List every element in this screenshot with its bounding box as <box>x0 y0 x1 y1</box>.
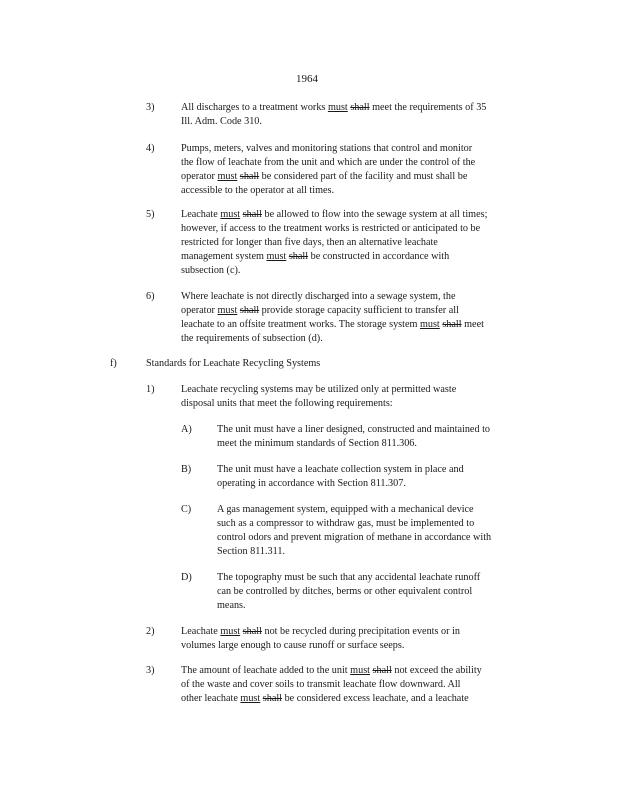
item-text <box>181 625 537 653</box>
item-text <box>181 290 537 346</box>
item-label: C) <box>181 504 192 515</box>
text-line: Ill. Adm. Code 310. <box>181 116 262 127</box>
item-label: 6) <box>146 291 155 302</box>
text-line: meet the minimum standards of Section 811.306. <box>217 438 417 449</box>
item-label: 3) <box>146 102 155 113</box>
item-label: D) <box>181 572 192 583</box>
item-label: f) <box>110 358 117 369</box>
text-line: The unit must have a leachate collection system in place and <box>217 464 464 475</box>
item-text <box>181 101 537 129</box>
item-text <box>217 503 540 559</box>
text-line: operator must shall provide storage capacity sufficient to transfer all <box>181 305 459 316</box>
item-label: 5) <box>146 209 155 220</box>
item-label: 1) <box>146 384 155 395</box>
text-line: of the waste and cover soils to transmit leachate flow downward. All <box>181 679 461 690</box>
text-line: such as a compressor to withdraw gas, must be implemented to <box>217 518 475 529</box>
item-text <box>181 383 537 411</box>
text-line: leachate to an offsite treatment works. The storage system must shall meet <box>181 319 484 330</box>
text-line: other leachate must shall be considered excess leachate, and a leachate <box>181 693 469 704</box>
item-text <box>181 664 537 706</box>
text-line: operating in accordance with Section 811.307. <box>217 478 406 489</box>
text-line: however, if access to the treatment works is restricted or anticipated to be <box>181 223 481 234</box>
text-line: disposal units that meet the following requirements: <box>181 398 393 409</box>
text-line: operator must shall be considered part of the facility and must shall be <box>181 171 468 182</box>
text-line: Pumps, meters, valves and monitoring stations that control and monitor <box>181 143 473 154</box>
text-line: can be controlled by ditches, berms or other equivalent control <box>217 586 473 597</box>
text-line: Section 811.311. <box>217 546 286 557</box>
text-line: The unit must have a liner designed, constructed and maintained to <box>217 424 491 435</box>
text-line: A gas management system, equipped with a mechanical device <box>217 504 474 515</box>
item-text <box>217 571 540 613</box>
text-line: means. <box>217 600 246 611</box>
item-label: 2) <box>146 626 155 637</box>
text-line: The topography must be such that any accidental leachate runoff <box>217 572 481 583</box>
text-line: The amount of leachate added to the unit must shall not exceed the ability <box>181 665 482 676</box>
text-line: All discharges to a treatment works must shall meet the requirements of 35 <box>181 102 487 113</box>
item-text <box>181 208 537 278</box>
item-label: B) <box>181 464 192 475</box>
item-label: 4) <box>146 143 155 154</box>
item-text <box>217 463 540 491</box>
item-text <box>181 142 537 198</box>
text-line: Standards for Leachate Recycling Systems <box>146 358 321 369</box>
page-number: 1964 <box>296 73 318 85</box>
item-label: 3) <box>146 665 155 676</box>
text-line: Leachate recycling systems may be utilized only at permitted waste <box>181 384 457 395</box>
text-line: restricted for longer than five days, then an alternative leachate <box>181 237 438 248</box>
item-label: A) <box>181 424 192 435</box>
text-line: subsection (c). <box>181 265 241 276</box>
text-line: management system must shall be constructed in accordance with <box>181 251 450 262</box>
text-line: Where leachate is not directly discharged into a sewage system, the <box>181 291 456 302</box>
text-line: the requirements of subsection (d). <box>181 333 323 344</box>
item-text <box>217 423 540 451</box>
text-line: Leachate must shall not be recycled during precipitation events or in <box>181 626 460 637</box>
item-text <box>146 357 506 371</box>
text-line: Leachate must shall be allowed to flow into the sewage system at all times; <box>181 209 488 220</box>
text-line: control odors and prevent migration of methane in accordance with <box>217 532 492 543</box>
text-line: volumes large enough to cause runoff or surface seeps. <box>181 640 405 651</box>
text-line: the flow of leachate from the unit and which are under the control of the <box>181 157 476 168</box>
text-line: accessible to the operator at all times. <box>181 185 335 196</box>
